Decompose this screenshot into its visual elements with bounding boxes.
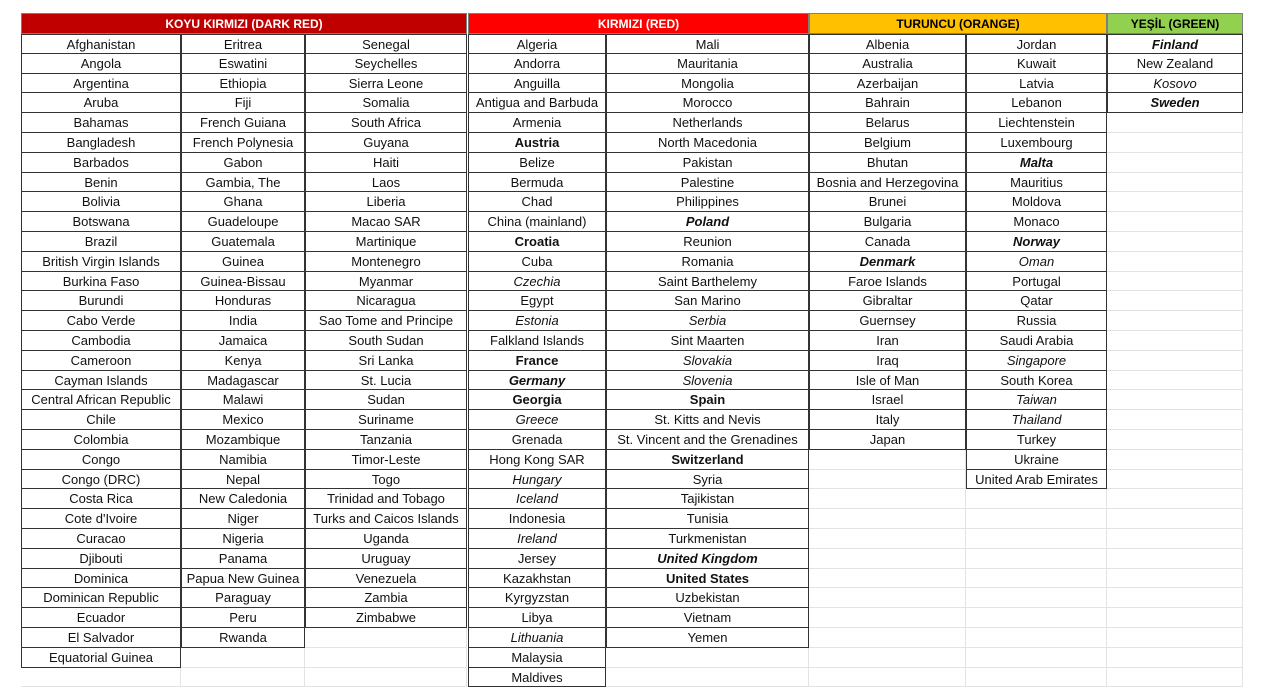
country-cell-qatar[interactable]: Qatar <box>966 291 1107 311</box>
country-cell-cuba[interactable]: Cuba <box>468 252 606 272</box>
country-cell-kuwait[interactable]: Kuwait <box>966 54 1107 74</box>
country-cell-fiji[interactable]: Fiji <box>181 93 305 113</box>
country-cell-croatia[interactable]: Croatia <box>468 232 606 252</box>
country-cell-guatemala[interactable]: Guatemala <box>181 232 305 252</box>
country-cell-isle-of-man[interactable]: Isle of Man <box>809 371 966 391</box>
country-cell-gambia-the[interactable]: Gambia, The <box>181 173 305 193</box>
country-cell-mali[interactable]: Mali <box>606 34 809 54</box>
empty-cell <box>966 628 1107 648</box>
country-cell-india[interactable]: India <box>181 311 305 331</box>
empty-cell <box>1107 272 1243 292</box>
country-cell-hong-kong-sar[interactable]: Hong Kong SAR <box>468 450 606 470</box>
country-cell-iraq[interactable]: Iraq <box>809 351 966 371</box>
country-cell-jamaica[interactable]: Jamaica <box>181 331 305 351</box>
country-cell-tanzania[interactable]: Tanzania <box>305 430 467 450</box>
country-cell-china-mainland[interactable]: China (mainland) <box>468 212 606 232</box>
country-cell-mexico[interactable]: Mexico <box>181 410 305 430</box>
empty-cell <box>1107 430 1243 450</box>
empty-cell <box>966 569 1107 589</box>
country-cell-jersey[interactable]: Jersey <box>468 549 606 569</box>
empty-cell <box>305 628 467 648</box>
country-cell-vietnam[interactable]: Vietnam <box>606 608 809 628</box>
country-cell-equatorial-guinea[interactable]: Equatorial Guinea <box>21 648 181 668</box>
empty-cell <box>809 470 966 490</box>
country-cell-thailand[interactable]: Thailand <box>966 410 1107 430</box>
country-cell-united-arab-emirates[interactable]: United Arab Emirates <box>966 470 1107 490</box>
empty-cell <box>1107 628 1243 648</box>
country-cell-oman[interactable]: Oman <box>966 252 1107 272</box>
country-cell-djibouti[interactable]: Djibouti <box>21 549 181 569</box>
country-cell-taiwan[interactable]: Taiwan <box>966 390 1107 410</box>
country-cell-zimbabwe[interactable]: Zimbabwe <box>305 608 467 628</box>
country-cell-st-vincent-and-the-grenadines[interactable]: St. Vincent and the Grenadines <box>606 430 809 450</box>
country-cell-tajikistan[interactable]: Tajikistan <box>606 489 809 509</box>
country-cell-serbia[interactable]: Serbia <box>606 311 809 331</box>
country-cell-latvia[interactable]: Latvia <box>966 74 1107 94</box>
empty-cell <box>1107 133 1243 153</box>
country-cell-malawi[interactable]: Malawi <box>181 390 305 410</box>
empty-cell <box>809 569 966 589</box>
empty-cell <box>809 588 966 608</box>
empty-cell <box>1107 113 1243 133</box>
country-cell-bermuda[interactable]: Bermuda <box>468 173 606 193</box>
country-cell-yemen[interactable]: Yemen <box>606 628 809 648</box>
country-cell-panama[interactable]: Panama <box>181 549 305 569</box>
empty-cell <box>1107 450 1243 470</box>
country-cell-finland[interactable]: Finland <box>1107 34 1243 54</box>
country-cell-liechtenstein[interactable]: Liechtenstein <box>966 113 1107 133</box>
country-cell-sweden[interactable]: Sweden <box>1107 93 1243 113</box>
country-cell-nicaragua[interactable]: Nicaragua <box>305 291 467 311</box>
empty-cell <box>966 648 1107 668</box>
empty-cell <box>1107 331 1243 351</box>
country-cell-liberia[interactable]: Liberia <box>305 192 467 212</box>
empty-cell <box>21 668 181 688</box>
country-cell-armenia[interactable]: Armenia <box>468 113 606 133</box>
country-cell-turkmenistan[interactable]: Turkmenistan <box>606 529 809 549</box>
country-cell-lithuania[interactable]: Lithuania <box>468 628 606 648</box>
empty-cell <box>1107 311 1243 331</box>
country-cell-sint-maarten[interactable]: Sint Maarten <box>606 331 809 351</box>
empty-cell <box>1107 192 1243 212</box>
country-cell-sierra-leone[interactable]: Sierra Leone <box>305 74 467 94</box>
group-header-koyu-kirmizi-dark-red: KOYU KIRMIZI (DARK RED) <box>21 13 467 34</box>
country-cell-ukraine[interactable]: Ukraine <box>966 450 1107 470</box>
country-cell-poland[interactable]: Poland <box>606 212 809 232</box>
empty-cell <box>1107 489 1243 509</box>
country-cell-french-guiana[interactable]: French Guiana <box>181 113 305 133</box>
empty-cell <box>1107 569 1243 589</box>
country-cell-nigeria[interactable]: Nigeria <box>181 529 305 549</box>
country-cell-kosovo[interactable]: Kosovo <box>1107 74 1243 94</box>
empty-cell <box>1107 608 1243 628</box>
country-cell-togo[interactable]: Togo <box>305 470 467 490</box>
country-cell-jordan[interactable]: Jordan <box>966 34 1107 54</box>
country-cell-tunisia[interactable]: Tunisia <box>606 509 809 529</box>
empty-cell <box>809 608 966 628</box>
empty-cell <box>809 648 966 668</box>
empty-cell <box>809 549 966 569</box>
country-cell-dominican-republic[interactable]: Dominican Republic <box>21 588 181 608</box>
country-cell-cameroon[interactable]: Cameroon <box>21 351 181 371</box>
country-cell-congo-drc[interactable]: Congo (DRC) <box>21 470 181 490</box>
country-cell-myanmar[interactable]: Myanmar <box>305 272 467 292</box>
country-cell-albenia[interactable]: Albenia <box>809 34 966 54</box>
country-cell-north-macedonia[interactable]: North Macedonia <box>606 133 809 153</box>
country-cell-luxembourg[interactable]: Luxembourg <box>966 133 1107 153</box>
country-cell-kenya[interactable]: Kenya <box>181 351 305 371</box>
country-cell-italy[interactable]: Italy <box>809 410 966 430</box>
empty-cell <box>181 668 305 688</box>
country-cell-new-caledonia[interactable]: New Caledonia <box>181 489 305 509</box>
country-cell-uruguay[interactable]: Uruguay <box>305 549 467 569</box>
country-cell-seychelles[interactable]: Seychelles <box>305 54 467 74</box>
country-cell-brazil[interactable]: Brazil <box>21 232 181 252</box>
empty-cell <box>966 549 1107 569</box>
country-cell-colombia[interactable]: Colombia <box>21 430 181 450</box>
country-cell-morocco[interactable]: Morocco <box>606 93 809 113</box>
country-cell-afghanistan[interactable]: Afghanistan <box>21 34 181 54</box>
country-cell-cambodia[interactable]: Cambodia <box>21 331 181 351</box>
country-cell-angola[interactable]: Angola <box>21 54 181 74</box>
country-cell-faroe-islands[interactable]: Faroe Islands <box>809 272 966 292</box>
empty-cell <box>1107 390 1243 410</box>
country-cell-montenegro[interactable]: Montenegro <box>305 252 467 272</box>
empty-cell <box>1107 668 1243 688</box>
country-cell-south-korea[interactable]: South Korea <box>966 371 1107 391</box>
empty-cell <box>1107 232 1243 252</box>
country-cell-congo[interactable]: Congo <box>21 450 181 470</box>
country-cell-guernsey[interactable]: Guernsey <box>809 311 966 331</box>
country-cell-cayman-islands[interactable]: Cayman Islands <box>21 371 181 391</box>
country-cell-haiti[interactable]: Haiti <box>305 153 467 173</box>
country-cell-guadeloupe[interactable]: Guadeloupe <box>181 212 305 232</box>
empty-cell <box>966 608 1107 628</box>
country-cell-azerbaijan[interactable]: Azerbaijan <box>809 74 966 94</box>
country-cell-slovakia[interactable]: Slovakia <box>606 351 809 371</box>
empty-cell <box>1107 410 1243 430</box>
country-cell-chile[interactable]: Chile <box>21 410 181 430</box>
country-cell-suriname[interactable]: Suriname <box>305 410 467 430</box>
country-cell-maldives[interactable]: Maldives <box>468 668 606 688</box>
country-cell-australia[interactable]: Australia <box>809 54 966 74</box>
country-cell-egypt[interactable]: Egypt <box>468 291 606 311</box>
country-cell-indonesia[interactable]: Indonesia <box>468 509 606 529</box>
empty-cell <box>1107 173 1243 193</box>
country-cell-cote-d-ivoire[interactable]: Cote d'Ivoire <box>21 509 181 529</box>
country-cell-somalia[interactable]: Somalia <box>305 93 467 113</box>
country-cell-denmark[interactable]: Denmark <box>809 252 966 272</box>
country-cell-france[interactable]: France <box>468 351 606 371</box>
country-cell-cabo-verde[interactable]: Cabo Verde <box>21 311 181 331</box>
empty-cell <box>1107 648 1243 668</box>
empty-cell <box>1107 470 1243 490</box>
empty-cell <box>305 648 467 668</box>
group-header-ye-i-l-green: YEŞİL (GREEN) <box>1107 13 1243 34</box>
country-cell-mauritius[interactable]: Mauritius <box>966 173 1107 193</box>
country-cell-trinidad-and-tobago[interactable]: Trinidad and Tobago <box>305 489 467 509</box>
country-cell-south-sudan[interactable]: South Sudan <box>305 331 467 351</box>
empty-cell <box>1107 252 1243 272</box>
country-cell-saudi-arabia[interactable]: Saudi Arabia <box>966 331 1107 351</box>
country-cell-rwanda[interactable]: Rwanda <box>181 628 305 648</box>
country-cell-saint-barthelemy[interactable]: Saint Barthelemy <box>606 272 809 292</box>
country-cell-aruba[interactable]: Aruba <box>21 93 181 113</box>
country-cell-monaco[interactable]: Monaco <box>966 212 1107 232</box>
country-cell-bulgaria[interactable]: Bulgaria <box>809 212 966 232</box>
country-cell-central-african-republic[interactable]: Central African Republic <box>21 390 181 410</box>
country-cell-mongolia[interactable]: Mongolia <box>606 74 809 94</box>
empty-cell <box>809 509 966 529</box>
empty-cell <box>1107 371 1243 391</box>
country-cell-belarus[interactable]: Belarus <box>809 113 966 133</box>
empty-cell <box>809 450 966 470</box>
country-cell-costa-rica[interactable]: Costa Rica <box>21 489 181 509</box>
country-cell-germany[interactable]: Germany <box>468 371 606 391</box>
country-cell-iran[interactable]: Iran <box>809 331 966 351</box>
country-cell-georgia[interactable]: Georgia <box>468 390 606 410</box>
country-cell-st-lucia[interactable]: St. Lucia <box>305 371 467 391</box>
group-header-turuncu-orange: TURUNCU (ORANGE) <box>809 13 1107 34</box>
country-cell-bahamas[interactable]: Bahamas <box>21 113 181 133</box>
country-cell-sudan[interactable]: Sudan <box>305 390 467 410</box>
country-cell-belgium[interactable]: Belgium <box>809 133 966 153</box>
country-cell-hungary[interactable]: Hungary <box>468 470 606 490</box>
country-cell-estonia[interactable]: Estonia <box>468 311 606 331</box>
country-cell-anguilla[interactable]: Anguilla <box>468 74 606 94</box>
country-cell-chad[interactable]: Chad <box>468 192 606 212</box>
empty-cell <box>1107 529 1243 549</box>
country-cell-burundi[interactable]: Burundi <box>21 291 181 311</box>
country-cell-kyrgyzstan[interactable]: Kyrgyzstan <box>468 588 606 608</box>
country-cell-greece[interactable]: Greece <box>468 410 606 430</box>
empty-cell <box>606 668 809 688</box>
country-cell-spain[interactable]: Spain <box>606 390 809 410</box>
country-cell-peru[interactable]: Peru <box>181 608 305 628</box>
country-cell-dominica[interactable]: Dominica <box>21 569 181 589</box>
country-cell-kazakhstan[interactable]: Kazakhstan <box>468 569 606 589</box>
empty-cell <box>966 588 1107 608</box>
country-cell-nepal[interactable]: Nepal <box>181 470 305 490</box>
empty-cell <box>305 668 467 688</box>
country-cell-pakistan[interactable]: Pakistan <box>606 153 809 173</box>
empty-cell <box>966 509 1107 529</box>
country-cell-ghana[interactable]: Ghana <box>181 192 305 212</box>
country-cell-lebanon[interactable]: Lebanon <box>966 93 1107 113</box>
country-cell-botswana[interactable]: Botswana <box>21 212 181 232</box>
empty-cell <box>1107 588 1243 608</box>
group-header-kirmizi-red: KIRMIZI (RED) <box>468 13 809 34</box>
country-cell-netherlands[interactable]: Netherlands <box>606 113 809 133</box>
country-cell-algeria[interactable]: Algeria <box>468 34 606 54</box>
country-cell-israel[interactable]: Israel <box>809 390 966 410</box>
country-cell-reunion[interactable]: Reunion <box>606 232 809 252</box>
country-cell-palestine[interactable]: Palestine <box>606 173 809 193</box>
country-cell-st-kitts-and-nevis[interactable]: St. Kitts and Nevis <box>606 410 809 430</box>
country-cell-belize[interactable]: Belize <box>468 153 606 173</box>
country-cell-portugal[interactable]: Portugal <box>966 272 1107 292</box>
country-cell-bahrain[interactable]: Bahrain <box>809 93 966 113</box>
country-cell-philippines[interactable]: Philippines <box>606 192 809 212</box>
country-cell-uzbekistan[interactable]: Uzbekistan <box>606 588 809 608</box>
country-cell-martinique[interactable]: Martinique <box>305 232 467 252</box>
country-cell-antigua-and-barbuda[interactable]: Antigua and Barbuda <box>468 93 606 113</box>
country-cell-united-kingdom[interactable]: United Kingdom <box>606 549 809 569</box>
country-cell-japan[interactable]: Japan <box>809 430 966 450</box>
country-cell-bosnia-and-herzegovina[interactable]: Bosnia and Herzegovina <box>809 173 966 193</box>
country-cell-sri-lanka[interactable]: Sri Lanka <box>305 351 467 371</box>
country-cell-andorra[interactable]: Andorra <box>468 54 606 74</box>
empty-cell <box>966 489 1107 509</box>
country-cell-new-zealand[interactable]: New Zealand <box>1107 54 1243 74</box>
country-cell-british-virgin-islands[interactable]: British Virgin Islands <box>21 252 181 272</box>
country-cell-brunei[interactable]: Brunei <box>809 192 966 212</box>
country-cell-grenada[interactable]: Grenada <box>468 430 606 450</box>
country-cell-eritrea[interactable]: Eritrea <box>181 34 305 54</box>
country-cell-bangladesh[interactable]: Bangladesh <box>21 133 181 153</box>
country-cell-syria[interactable]: Syria <box>606 470 809 490</box>
country-cell-burkina-faso[interactable]: Burkina Faso <box>21 272 181 292</box>
country-cell-bolivia[interactable]: Bolivia <box>21 192 181 212</box>
country-cell-guyana[interactable]: Guyana <box>305 133 467 153</box>
country-cell-singapore[interactable]: Singapore <box>966 351 1107 371</box>
empty-cell <box>809 628 966 648</box>
country-cell-senegal[interactable]: Senegal <box>305 34 467 54</box>
country-cell-namibia[interactable]: Namibia <box>181 450 305 470</box>
country-cell-eswatini[interactable]: Eswatini <box>181 54 305 74</box>
country-cell-romania[interactable]: Romania <box>606 252 809 272</box>
country-cell-malta[interactable]: Malta <box>966 153 1107 173</box>
country-cell-gibraltar[interactable]: Gibraltar <box>809 291 966 311</box>
country-cell-papua-new-guinea[interactable]: Papua New Guinea <box>181 569 305 589</box>
country-cell-libya[interactable]: Libya <box>468 608 606 628</box>
country-cell-barbados[interactable]: Barbados <box>21 153 181 173</box>
country-cell-iceland[interactable]: Iceland <box>468 489 606 509</box>
country-cell-malaysia[interactable]: Malaysia <box>468 648 606 668</box>
empty-cell <box>1107 549 1243 569</box>
country-cell-south-africa[interactable]: South Africa <box>305 113 467 133</box>
country-cell-mauritania[interactable]: Mauritania <box>606 54 809 74</box>
country-cell-argentina[interactable]: Argentina <box>21 74 181 94</box>
empty-cell <box>606 648 809 668</box>
country-cell-laos[interactable]: Laos <box>305 173 467 193</box>
country-cell-venezuela[interactable]: Venezuela <box>305 569 467 589</box>
country-cell-turkey[interactable]: Turkey <box>966 430 1107 450</box>
country-cell-russia[interactable]: Russia <box>966 311 1107 331</box>
country-cell-niger[interactable]: Niger <box>181 509 305 529</box>
empty-cell <box>1107 351 1243 371</box>
country-cell-curacao[interactable]: Curacao <box>21 529 181 549</box>
empty-cell <box>809 489 966 509</box>
country-cell-switzerland[interactable]: Switzerland <box>606 450 809 470</box>
empty-cell <box>1107 153 1243 173</box>
country-cell-macao-sar[interactable]: Macao SAR <box>305 212 467 232</box>
country-cell-sao-tome-and-principe[interactable]: Sao Tome and Principe <box>305 311 467 331</box>
country-cell-el-salvador[interactable]: El Salvador <box>21 628 181 648</box>
country-cell-benin[interactable]: Benin <box>21 173 181 193</box>
country-cell-canada[interactable]: Canada <box>809 232 966 252</box>
country-cell-honduras[interactable]: Honduras <box>181 291 305 311</box>
country-cell-slovenia[interactable]: Slovenia <box>606 371 809 391</box>
country-cell-paraguay[interactable]: Paraguay <box>181 588 305 608</box>
country-cell-zambia[interactable]: Zambia <box>305 588 467 608</box>
country-cell-ireland[interactable]: Ireland <box>468 529 606 549</box>
empty-cell <box>966 529 1107 549</box>
empty-cell <box>966 668 1107 688</box>
country-cell-moldova[interactable]: Moldova <box>966 192 1107 212</box>
country-cell-madagascar[interactable]: Madagascar <box>181 371 305 391</box>
country-cell-czechia[interactable]: Czechia <box>468 272 606 292</box>
country-cell-guinea[interactable]: Guinea <box>181 252 305 272</box>
country-cell-austria[interactable]: Austria <box>468 133 606 153</box>
country-cell-bhutan[interactable]: Bhutan <box>809 153 966 173</box>
empty-cell <box>809 529 966 549</box>
country-cell-uganda[interactable]: Uganda <box>305 529 467 549</box>
country-cell-timor-leste[interactable]: Timor-Leste <box>305 450 467 470</box>
country-cell-ethiopia[interactable]: Ethiopia <box>181 74 305 94</box>
empty-cell <box>1107 509 1243 529</box>
empty-cell <box>1107 212 1243 232</box>
country-cell-united-states[interactable]: United States <box>606 569 809 589</box>
country-cell-falkland-islands[interactable]: Falkland Islands <box>468 331 606 351</box>
country-cell-guinea-bissau[interactable]: Guinea-Bissau <box>181 272 305 292</box>
country-cell-turks-and-caicos-islands[interactable]: Turks and Caicos Islands <box>305 509 467 529</box>
country-cell-norway[interactable]: Norway <box>966 232 1107 252</box>
country-cell-gabon[interactable]: Gabon <box>181 153 305 173</box>
empty-cell <box>1107 291 1243 311</box>
empty-cell <box>809 668 966 688</box>
empty-cell <box>181 648 305 668</box>
country-cell-san-marino[interactable]: San Marino <box>606 291 809 311</box>
country-cell-french-polynesia[interactable]: French Polynesia <box>181 133 305 153</box>
country-cell-ecuador[interactable]: Ecuador <box>21 608 181 628</box>
country-cell-mozambique[interactable]: Mozambique <box>181 430 305 450</box>
